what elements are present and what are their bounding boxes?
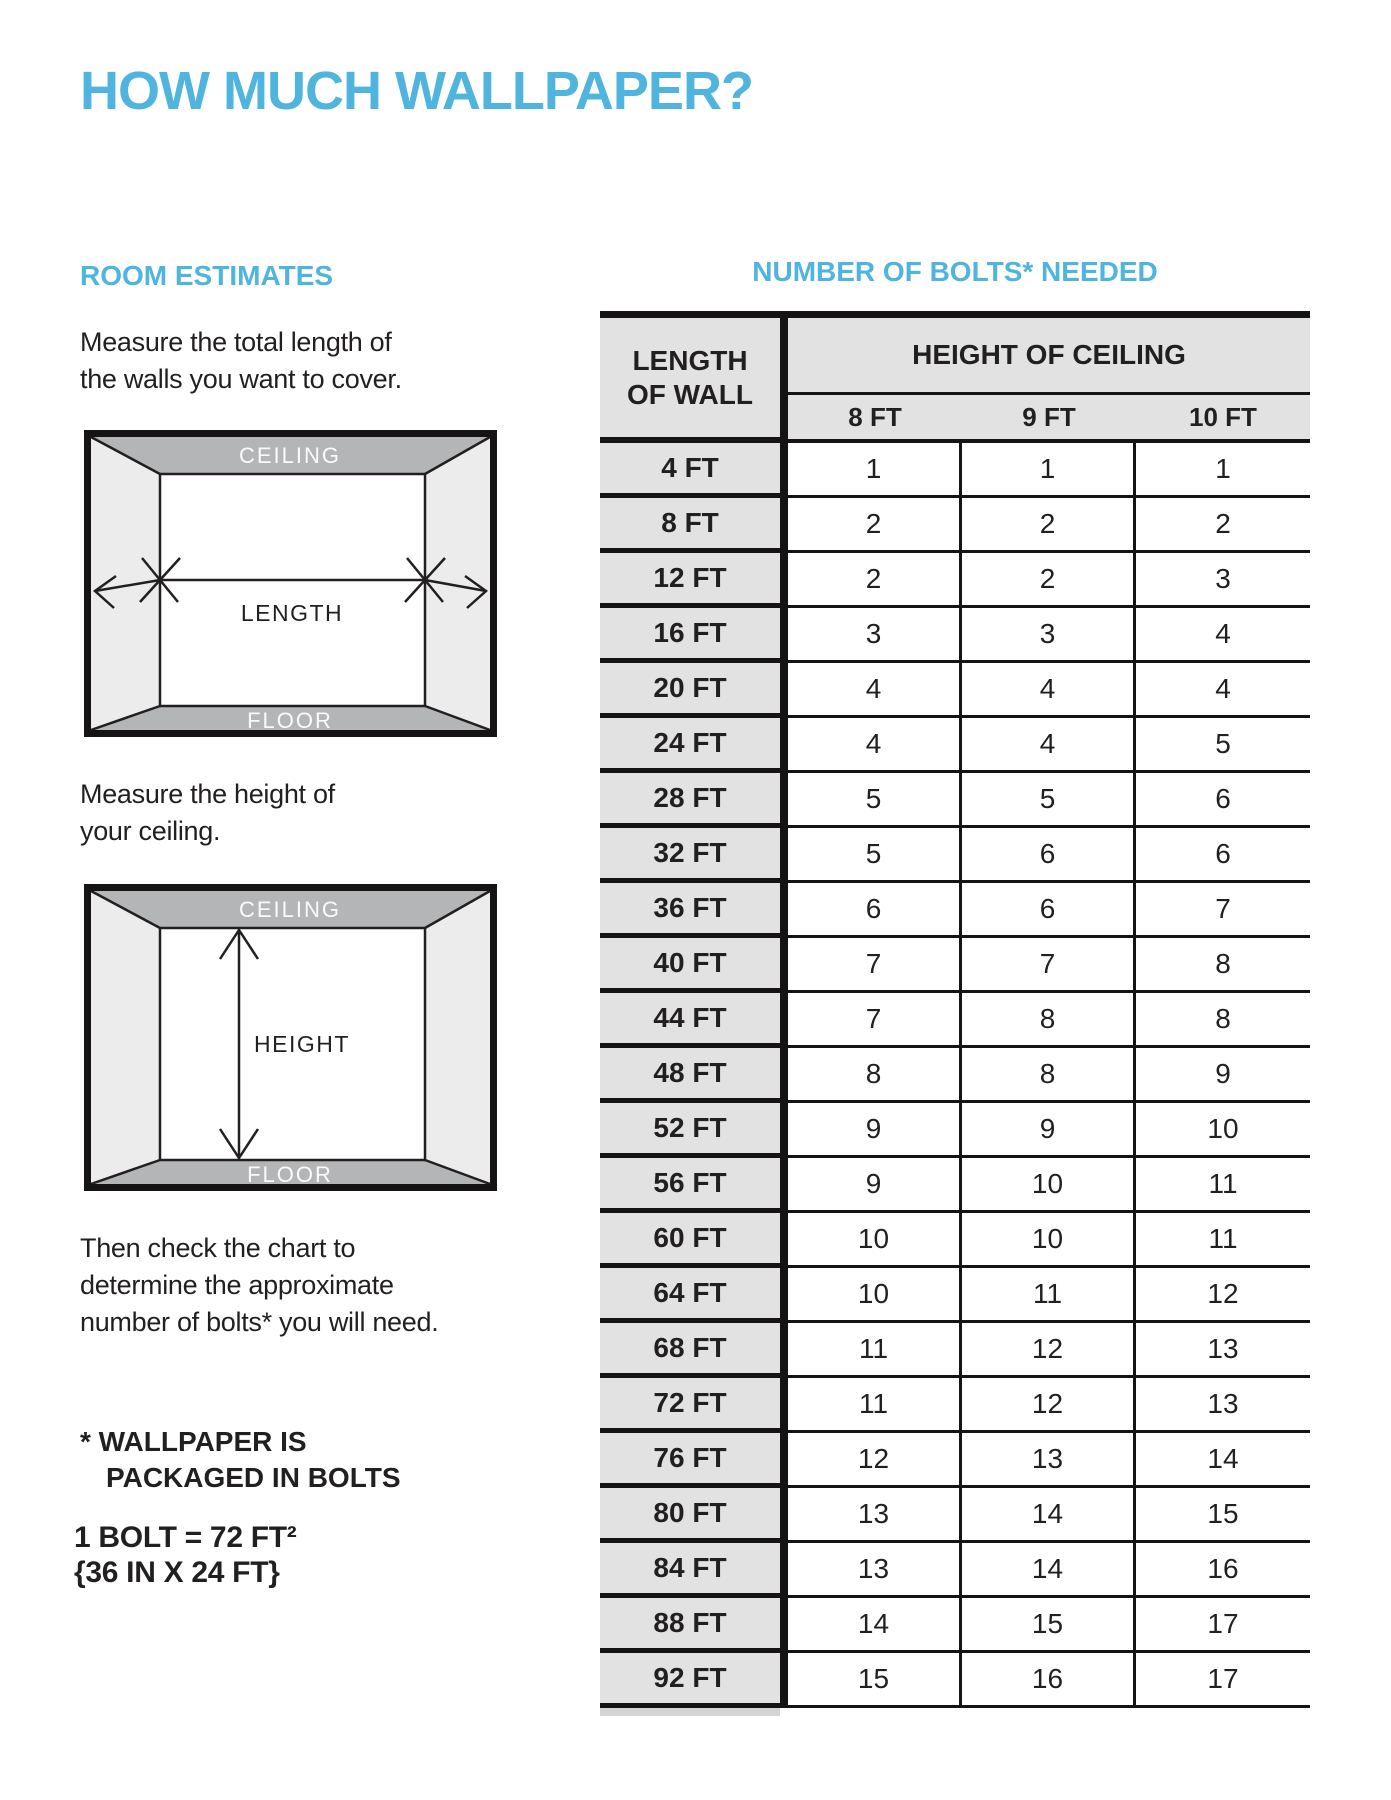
instruction-line: the walls you want to cover. bbox=[80, 364, 402, 394]
row-label: 76 FT bbox=[600, 1433, 788, 1488]
col-header-length-of-wall bbox=[600, 318, 788, 443]
row-label: 92 FT bbox=[600, 1653, 788, 1708]
bolt-size-line: {36 IN X 24 FT} bbox=[74, 1556, 280, 1589]
row-label: 72 FT bbox=[600, 1378, 788, 1433]
row-value: 8 bbox=[962, 1048, 1136, 1103]
room-height-diagram bbox=[84, 884, 497, 1191]
instruction-check-chart bbox=[80, 1230, 438, 1341]
row-label: 24 FT bbox=[600, 718, 788, 773]
row-value: 12 bbox=[1136, 1268, 1310, 1323]
row-value: 6 bbox=[962, 828, 1136, 883]
table-row bbox=[600, 498, 1310, 553]
row-value: 3 bbox=[962, 608, 1136, 663]
right-wall-surface bbox=[425, 891, 490, 1184]
row-label: 32 FT bbox=[600, 828, 788, 883]
table-row bbox=[600, 1323, 1310, 1378]
row-label: 28 FT bbox=[600, 773, 788, 828]
row-value: 4 bbox=[788, 663, 962, 718]
table-row bbox=[600, 1158, 1310, 1213]
row-label: 80 FT bbox=[600, 1488, 788, 1543]
bolts-needed-heading: NUMBER OF BOLTS* NEEDED bbox=[752, 256, 1158, 287]
row-label: 36 FT bbox=[600, 883, 788, 938]
row-value: 13 bbox=[1136, 1323, 1310, 1378]
col-header-9ft: 9 FT bbox=[1022, 401, 1076, 432]
table-row bbox=[600, 1378, 1310, 1433]
row-value: 13 bbox=[788, 1543, 962, 1598]
table-top-border bbox=[600, 311, 1310, 318]
table-row bbox=[600, 1488, 1310, 1543]
row-value: 7 bbox=[1136, 883, 1310, 938]
row-value: 9 bbox=[962, 1103, 1136, 1158]
row-value: 4 bbox=[788, 718, 962, 773]
ceiling-height-subheaders bbox=[788, 395, 1310, 443]
row-value: 4 bbox=[962, 663, 1136, 718]
row-value: 14 bbox=[962, 1543, 1136, 1598]
row-value: 14 bbox=[788, 1598, 962, 1653]
row-value: 4 bbox=[1136, 663, 1310, 718]
row-value: 5 bbox=[788, 828, 962, 883]
row-value: 3 bbox=[1136, 553, 1310, 608]
floor-label: FLOOR bbox=[247, 708, 333, 733]
col-header-10ft: 10 FT bbox=[1189, 401, 1257, 432]
ceiling-label: CEILING bbox=[238, 443, 342, 468]
row-value: 3 bbox=[788, 608, 962, 663]
row-label: 40 FT bbox=[600, 938, 788, 993]
col-header-height-of-ceiling: HEIGHT OF CEILING bbox=[788, 318, 1310, 395]
bolts-table bbox=[600, 311, 1310, 1716]
row-value: 1 bbox=[788, 443, 962, 498]
table-row bbox=[600, 883, 1310, 938]
col-header-8ft: 8 FT bbox=[848, 401, 902, 432]
table-row bbox=[600, 938, 1310, 993]
instruction-measure-length bbox=[80, 324, 402, 398]
row-value: 4 bbox=[1136, 608, 1310, 663]
table-row bbox=[600, 553, 1310, 608]
row-value: 15 bbox=[962, 1598, 1136, 1653]
bolt-size-line: 1 BOLT = 72 FT² bbox=[74, 1521, 297, 1554]
row-value: 16 bbox=[962, 1653, 1136, 1708]
back-wall bbox=[160, 474, 425, 706]
bolts-footnote bbox=[80, 1424, 401, 1496]
row-value: 14 bbox=[1136, 1433, 1310, 1488]
row-value: 10 bbox=[788, 1213, 962, 1268]
instruction-line: Then check the chart to bbox=[80, 1233, 356, 1263]
row-value: 6 bbox=[1136, 773, 1310, 828]
ceiling-label: CEILING bbox=[238, 897, 342, 922]
row-label: 84 FT bbox=[600, 1543, 788, 1598]
table-row bbox=[600, 1103, 1310, 1158]
row-label: 68 FT bbox=[600, 1323, 788, 1378]
footnote-line: PACKAGED IN BOLTS bbox=[106, 1462, 401, 1493]
row-value: 7 bbox=[788, 938, 962, 993]
instruction-measure-height bbox=[80, 776, 335, 850]
instruction-line: number of bolts* you will need. bbox=[80, 1307, 439, 1337]
row-label: 56 FT bbox=[600, 1158, 788, 1213]
row-value: 12 bbox=[962, 1378, 1136, 1433]
row-label: 16 FT bbox=[600, 608, 788, 663]
row-value: 17 bbox=[1136, 1653, 1310, 1708]
table-row bbox=[600, 1543, 1310, 1598]
length-label: LENGTH bbox=[240, 600, 344, 626]
row-value: 17 bbox=[1136, 1598, 1310, 1653]
row-value: 1 bbox=[1136, 443, 1310, 498]
table-row bbox=[600, 828, 1310, 883]
row-value: 11 bbox=[962, 1268, 1136, 1323]
row-value: 13 bbox=[1136, 1378, 1310, 1433]
row-value: 2 bbox=[962, 553, 1136, 608]
row-value: 4 bbox=[962, 718, 1136, 773]
row-value: 6 bbox=[962, 883, 1136, 938]
row-value: 13 bbox=[788, 1488, 962, 1543]
row-label: 48 FT bbox=[600, 1048, 788, 1103]
row-value: 2 bbox=[788, 498, 962, 553]
row-value: 2 bbox=[788, 553, 962, 608]
row-value: 10 bbox=[788, 1268, 962, 1323]
instruction-line: your ceiling. bbox=[80, 816, 221, 846]
row-value: 8 bbox=[962, 993, 1136, 1048]
row-value: 14 bbox=[962, 1488, 1136, 1543]
row-value: 7 bbox=[788, 993, 962, 1048]
row-value: 5 bbox=[788, 773, 962, 828]
row-value: 1 bbox=[962, 443, 1136, 498]
row-label: 88 FT bbox=[600, 1598, 788, 1653]
row-value: 13 bbox=[962, 1433, 1136, 1488]
table-row bbox=[600, 1653, 1310, 1708]
table-row bbox=[600, 1268, 1310, 1323]
row-value: 5 bbox=[1136, 718, 1310, 773]
floor-label: FLOOR bbox=[247, 1162, 333, 1187]
instruction-line: Measure the height of bbox=[80, 779, 335, 809]
table-row bbox=[600, 993, 1310, 1048]
left-wall-surface bbox=[91, 437, 160, 730]
table-row bbox=[600, 663, 1310, 718]
height-of-ceiling-group bbox=[788, 318, 1310, 443]
row-label: 20 FT bbox=[600, 663, 788, 718]
row-value: 8 bbox=[1136, 993, 1310, 1048]
row-value: 8 bbox=[788, 1048, 962, 1103]
row-value: 10 bbox=[1136, 1103, 1310, 1158]
table-row bbox=[600, 1048, 1310, 1103]
row-value: 16 bbox=[1136, 1543, 1310, 1598]
room-estimates-heading: ROOM ESTIMATES bbox=[80, 260, 334, 291]
table-body bbox=[600, 443, 1310, 1708]
row-value: 7 bbox=[962, 938, 1136, 993]
col-header-line: OF WALL bbox=[627, 378, 753, 410]
row-value: 12 bbox=[962, 1323, 1136, 1378]
instruction-line: determine the approximate bbox=[80, 1270, 394, 1300]
table-header bbox=[600, 318, 1310, 443]
row-value: 9 bbox=[1136, 1048, 1310, 1103]
row-value: 12 bbox=[788, 1433, 962, 1488]
row-value: 9 bbox=[788, 1103, 962, 1158]
row-value: 11 bbox=[1136, 1213, 1310, 1268]
row-label: 12 FT bbox=[600, 553, 788, 608]
row-value: 11 bbox=[1136, 1158, 1310, 1213]
right-wall-surface bbox=[425, 437, 490, 730]
row-value: 5 bbox=[962, 773, 1136, 828]
row-value: 9 bbox=[788, 1158, 962, 1213]
left-wall-surface bbox=[91, 891, 160, 1184]
table-row bbox=[600, 1433, 1310, 1488]
table-row bbox=[600, 773, 1310, 828]
height-label: HEIGHT bbox=[254, 1031, 350, 1057]
row-value: 6 bbox=[788, 883, 962, 938]
row-value: 10 bbox=[962, 1158, 1136, 1213]
row-value: 2 bbox=[962, 498, 1136, 553]
bolt-size-info bbox=[74, 1520, 296, 1590]
table-row bbox=[600, 608, 1310, 663]
row-value: 15 bbox=[1136, 1488, 1310, 1543]
row-value: 8 bbox=[1136, 938, 1310, 993]
row-value: 11 bbox=[788, 1378, 962, 1433]
instruction-line: Measure the total length of bbox=[80, 327, 392, 357]
room-length-diagram bbox=[84, 430, 497, 737]
row-label: 44 FT bbox=[600, 993, 788, 1048]
footnote-line: * WALLPAPER IS bbox=[80, 1426, 307, 1457]
table-row bbox=[600, 1598, 1310, 1653]
row-value: 11 bbox=[788, 1323, 962, 1378]
row-label: 8 FT bbox=[600, 498, 788, 553]
table-row bbox=[600, 718, 1310, 773]
row-value: 10 bbox=[962, 1213, 1136, 1268]
row-value: 2 bbox=[1136, 498, 1310, 553]
table-row bbox=[600, 1213, 1310, 1268]
row-value: 6 bbox=[1136, 828, 1310, 883]
table-bottom-shadow bbox=[600, 1708, 780, 1716]
col-header-line: LENGTH bbox=[632, 344, 748, 376]
table-row bbox=[600, 443, 1310, 498]
row-label: 60 FT bbox=[600, 1213, 788, 1268]
row-label: 52 FT bbox=[600, 1103, 788, 1158]
row-value: 15 bbox=[788, 1653, 962, 1708]
row-label: 4 FT bbox=[600, 443, 788, 498]
page-title: HOW MUCH WALLPAPER? bbox=[80, 61, 753, 121]
row-label: 64 FT bbox=[600, 1268, 788, 1323]
